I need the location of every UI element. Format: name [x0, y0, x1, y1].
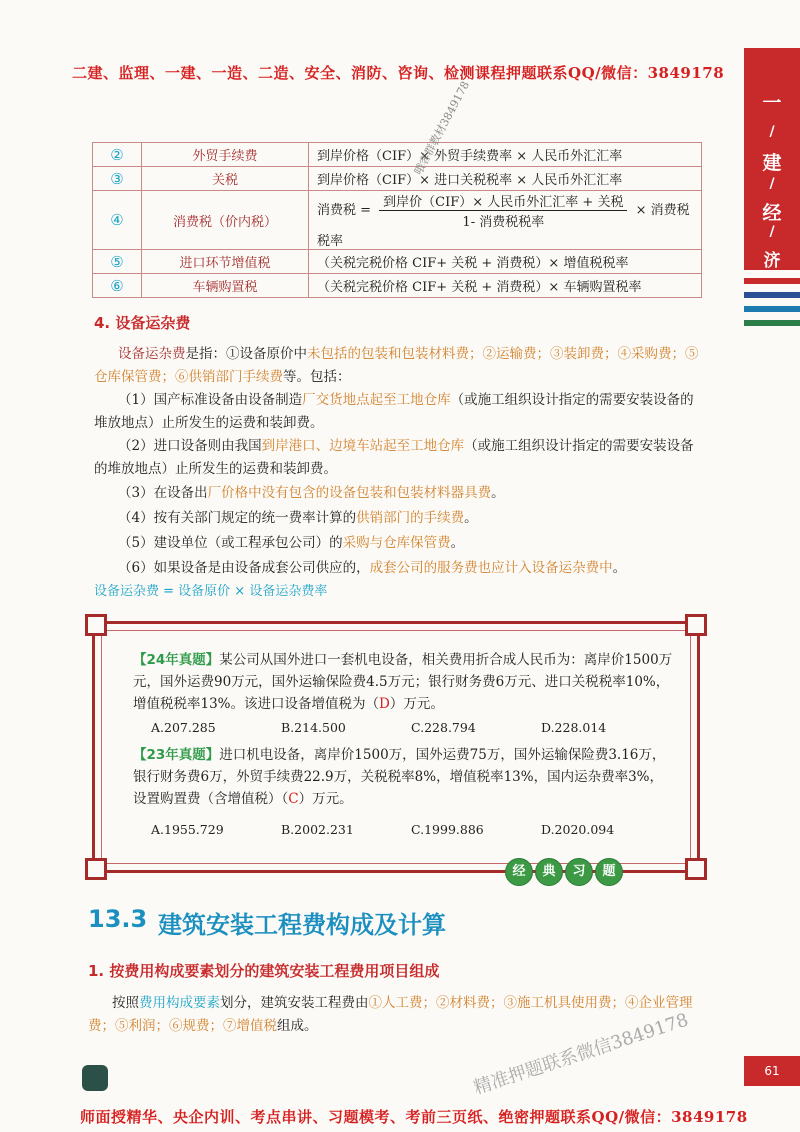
option: C.1999.886 — [411, 822, 484, 837]
row-number: ③ — [93, 167, 142, 191]
term-highlight: ①人工费；②材料费；③施工机具使用费；④企业管理费；⑤利润；⑥规费；⑦增值税 — [88, 995, 693, 1034]
table-row — [93, 167, 702, 191]
side-tab-char: 经 — [762, 202, 782, 224]
formula-numerator: 到岸价（CIF）× 人民币外汇汇率 + 关税 — [379, 191, 627, 211]
sec4-intro — [94, 343, 704, 389]
fee-formula: 到岸价格（CIF）× 进口关税税率 × 人民币外汇汇率 — [309, 167, 702, 191]
page-number: 61 — [744, 1056, 800, 1086]
fee-name: 进口环节增值税 — [142, 250, 309, 274]
text: （6）如果设备是由设备成套公司供应的， — [118, 560, 370, 576]
text: 。 — [450, 535, 465, 551]
row-number: ⑥ — [93, 274, 142, 298]
text: 划分，建筑安装工程费由 — [220, 995, 369, 1011]
chapter-side-tab — [744, 48, 800, 270]
text: 等。包括： — [283, 369, 351, 385]
question-text: 某公司从国外进口一套机电设备，相关费用折合成人民币为：离岸价1500万元，国外运费90万元，国外运输保险费4.5万元；银行财务费6万元、进口关税税率10%，增值税税率13%。该进口设备增值税为（ — [133, 652, 673, 712]
sec4-item-3 — [94, 482, 704, 505]
option: B.2002.231 — [281, 822, 354, 837]
sec4-item-4 — [94, 507, 704, 530]
sec4-item-5 — [94, 532, 704, 555]
stripe-blue-2 — [744, 306, 800, 312]
stripe-green — [744, 320, 800, 326]
sec4-formula: 设备运杂费 = 设备原价 × 设备运杂费率 — [94, 584, 328, 599]
corner-ornament — [685, 614, 707, 636]
badge-char: 典 — [535, 858, 563, 886]
exercise-question-2 — [133, 744, 673, 810]
subsection-1-title: 1. 按费用构成要素划分的建筑安装工程费用项目组成 — [88, 962, 440, 980]
table-row — [93, 143, 702, 167]
badge-char: 习 — [565, 858, 593, 886]
fee-name: 车辆购置税 — [142, 274, 309, 298]
corner-ornament — [85, 858, 107, 880]
option: A.1955.729 — [151, 822, 224, 837]
exam-year-tag: 【24年真题】 — [133, 652, 220, 668]
text: 是指：①设备原价中 — [185, 346, 307, 362]
corner-ornament — [85, 614, 107, 636]
section-title: 建筑安装工程费构成及计算 — [158, 911, 446, 939]
formula-rhs: × 消费税税率 — [317, 203, 690, 249]
side-tab-slash: / — [769, 224, 775, 240]
side-tab-char: 建 — [762, 152, 782, 174]
exercise-question-1 — [133, 649, 673, 715]
section-4-title: 4. 设备运杂费 — [94, 314, 191, 332]
text: （4）按有关部门规定的统一费率计算的 — [118, 510, 357, 526]
term-highlight: 到岸港口、边境车站起至工地仓库 — [261, 438, 465, 454]
text: 组成。 — [277, 1018, 318, 1034]
stripe-blue — [744, 292, 800, 298]
table-row — [93, 250, 702, 274]
row-number: ⑤ — [93, 250, 142, 274]
option: C.228.794 — [411, 720, 476, 735]
term-highlight: 未包括的包装和包装材料费；②运输费；③装卸费；④采购费；⑤仓库保管费；⑥供销部门手续费 — [94, 346, 699, 385]
fee-formula: （关税完税价格 CIF+ 关税 + 消费税）× 增值税税率 — [309, 250, 702, 274]
text: （2）进口设备则由我国 — [118, 438, 262, 454]
term-highlight: 采购与仓库保管费 — [342, 535, 451, 551]
fee-formula: （关税完税价格 CIF+ 关税 + 消费税）× 车辆购置税率 — [309, 274, 702, 298]
sec4-item-6 — [94, 557, 704, 580]
exam-year-tag: 【23年真题】 — [133, 747, 220, 763]
table-row — [93, 274, 702, 298]
badge-char: 题 — [595, 858, 623, 886]
row-number: ② — [93, 143, 142, 167]
term-highlight: 供销部门的手续费 — [356, 510, 465, 526]
bottom-banner: 师面授精华、央企内训、考点串讲、习题模考、考前三页纸、绝密押题联系QQ/微信：3849178 — [80, 1108, 748, 1126]
publisher-logo — [82, 1065, 108, 1091]
row-number: ④ — [93, 191, 142, 250]
question-text: ）万元。 — [389, 696, 444, 712]
term-highlight: 成套公司的服务费也应计入设备运杂费中 — [369, 560, 613, 576]
option: A.207.285 — [151, 720, 216, 735]
watermark-upper: 哦客群教材3849178 — [411, 79, 473, 178]
text: 按照 — [112, 995, 139, 1011]
fee-formula: 到岸价格（CIF）× 外贸手续费率 × 人民币外汇汇率 — [309, 143, 702, 167]
term-highlight: 厂交货地点起至工地仓库 — [302, 392, 451, 408]
text: 。 — [612, 560, 627, 576]
term-highlight: 厂价格中没有包含的设备包装和包装材料器具费 — [207, 485, 492, 501]
sec4-item-1 — [94, 389, 704, 435]
fee-formula — [309, 191, 702, 250]
text: （3）在设备出 — [118, 485, 208, 501]
text: （或施工组织设计指定的需要安装设备的堆放地点）止所发生的运费和装卸费。 — [94, 392, 694, 431]
side-tab-slash: / — [769, 176, 775, 192]
text: 。 — [464, 510, 478, 526]
formula-denominator: 1- 消费税税率 — [462, 215, 545, 230]
option: D.228.014 — [541, 720, 607, 735]
stripe-red — [744, 278, 800, 284]
text: （1）国产标准设备由设备制造 — [118, 392, 303, 408]
option: B.214.500 — [281, 720, 346, 735]
fee-name: 消费税（价内税） — [142, 191, 309, 250]
top-banner: 二建、监理、一建、一造、二造、安全、消防、咨询、检测课程押题联系QQ/微信：3849178 — [72, 64, 725, 82]
question-text: ）万元。 — [298, 791, 353, 807]
answer-letter: C — [288, 791, 299, 807]
formula-lhs: 消费税 = — [317, 203, 372, 218]
table-row — [93, 191, 702, 250]
text: （或施工组织设计指定的需要安装设备的堆放地点）止所发生的运费和装卸费。 — [94, 438, 694, 477]
side-tab-slash: / — [769, 124, 775, 140]
side-tab-char: 济 — [763, 251, 781, 271]
side-tab-char: 一 — [762, 92, 782, 114]
answer-letter: D — [379, 696, 390, 712]
fee-name: 关税 — [142, 167, 309, 191]
question-text: 进口机电设备，离岸价1500万，国外运费75万，国外运输保险费3.16万，银行财务费6万，外贸手续费22.9万，关税税率8%，增值税率13%，国内运杂费率3%，设置购置费（含增值税）（ — [133, 747, 666, 807]
option: D.2020.094 — [541, 822, 615, 837]
badge-char: 经 — [505, 858, 533, 886]
term-highlight: 费用构成要素 — [139, 995, 220, 1011]
text: （5）建设单位（或工程承包公司）的 — [118, 535, 343, 551]
corner-ornament — [685, 858, 707, 880]
classic-exercise-badge — [505, 858, 623, 886]
formula-fraction — [379, 191, 627, 230]
sec4-item-2 — [94, 435, 704, 481]
term-highlight: 设备运杂费 — [118, 346, 186, 362]
text: 。 — [491, 485, 505, 501]
import-fee-table — [92, 142, 702, 298]
watermark-lower: 精准押题联系微信3849178 — [471, 1009, 691, 1099]
classic-exercise-box — [92, 621, 700, 873]
section-number: 13.3 — [88, 905, 148, 933]
fee-name: 外贸手续费 — [142, 143, 309, 167]
